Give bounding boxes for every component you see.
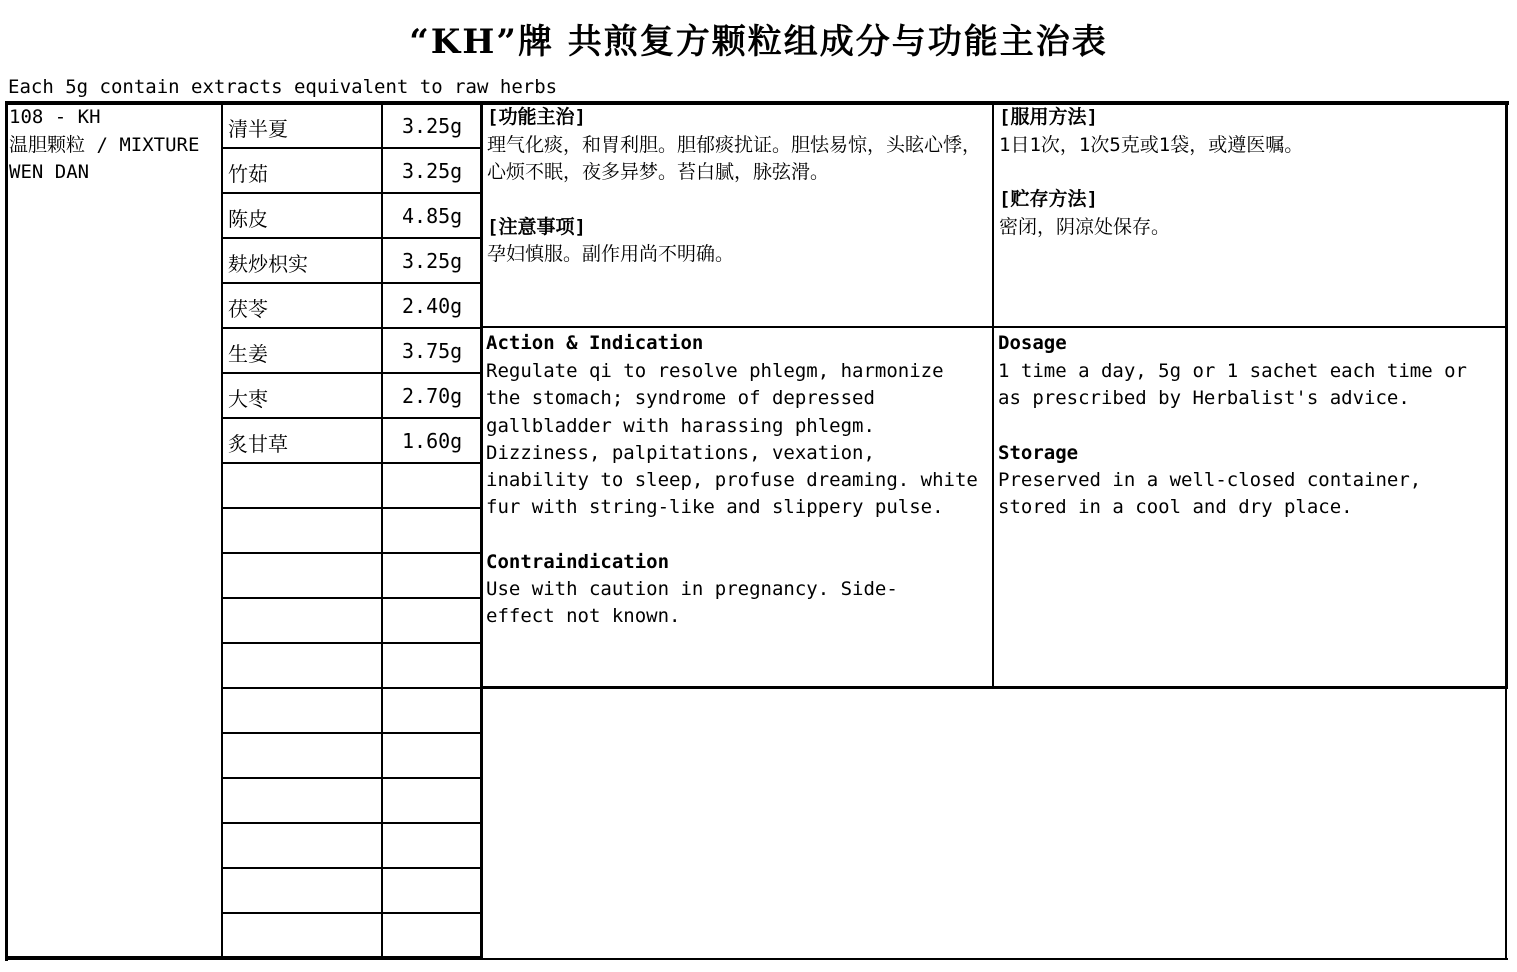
row-line: [222, 867, 482, 869]
en-dosage-text: 1 time a day, 5g or 1 sachet each time or as prescribed by Herbalist's advice.: [998, 360, 1467, 410]
row-line: [222, 552, 482, 554]
ingredient-amount: 2.40g: [402, 294, 463, 318]
row-line: [222, 687, 482, 689]
ingredient-name: 大枣: [228, 387, 268, 411]
ingredient-name: 麸炒枳实: [228, 252, 308, 276]
divider-amount: [381, 101, 383, 959]
row-line: [222, 777, 482, 779]
ingredient-name: 生姜: [228, 342, 268, 366]
ingredient-amount: 4.85g: [402, 204, 463, 228]
ingredient-name: 炙甘草: [228, 432, 288, 456]
product-name: 温胆颗粒 / MIXTURE: [9, 134, 200, 156]
row-line: [222, 282, 482, 284]
page-title: “KH”牌 共煎复方颗粒组成分与功能主治表: [409, 22, 1108, 62]
row-line: [222, 822, 482, 824]
en-contra-heading: Contraindication: [486, 551, 670, 573]
en-storage-text: Preserved in a well-closed container, stored in a cool and dry place.: [998, 469, 1422, 519]
cn-caution-text: 孕妇慎服。副作用尚不明确。: [487, 243, 735, 265]
cn-usage-heading: [服用方法]: [999, 106, 1098, 128]
cn-usage-text: 1日1次，1次5克或1袋，或遵医嘱。: [999, 134, 1304, 156]
row-line: [222, 597, 482, 599]
row-line: [222, 147, 482, 149]
cn-function-heading: [功能主治]: [487, 106, 586, 128]
border-left: [5, 101, 8, 961]
border-bottom: [5, 956, 483, 960]
border-right-lower: [1505, 688, 1507, 959]
cn-storage-text: 密闭，阴凉处保存。: [999, 216, 1171, 238]
ingredient-name: 清半夏: [228, 117, 288, 141]
row-line: [222, 462, 482, 464]
divider-dosage: [992, 101, 994, 689]
en-action-heading: Action & Indication: [486, 332, 704, 354]
en-contra-text: Use with caution in pregnancy. Side-effect not known.: [486, 578, 898, 628]
ingredient-amount: 3.25g: [402, 114, 463, 138]
product-pinyin: WEN DAN: [9, 161, 90, 183]
subtitle: Each 5g contain extracts equivalent to raw herbs: [8, 76, 558, 98]
en-dosage-heading: Dosage: [998, 332, 1067, 354]
cn-function-text: 理气化痰，和胃利胆。胆郁痰扰证。胆怯易惊，头眩心悸，心烦不眠，夜多异梦。苔白腻，脉弦滑。: [487, 134, 982, 184]
ingredient-amount: 3.75g: [402, 339, 463, 363]
ingredient-name: 茯苓: [228, 297, 268, 321]
en-storage-heading: Storage: [998, 442, 1079, 464]
row-line: [222, 372, 482, 374]
row-line: [222, 192, 482, 194]
divider-product: [221, 101, 223, 959]
row-line: [222, 237, 482, 239]
row-line: [222, 327, 482, 329]
cn-storage-heading: [贮存方法]: [999, 188, 1098, 210]
border-right: [1505, 101, 1508, 689]
cn-caution-heading: [注意事项]: [487, 216, 586, 238]
border-bottom-right: [481, 958, 1508, 960]
divider-en-end: [481, 686, 1508, 689]
row-line: [222, 642, 482, 644]
ingredient-amount: 2.70g: [402, 384, 463, 408]
ingredient-name: 竹茹: [228, 162, 268, 186]
row-line: [222, 417, 482, 419]
row-line: [222, 507, 482, 509]
en-action-text: Regulate qi to resolve phlegm, harmonize the stomach; syndrome of depressed gallbladder with harassing phlegm. Dizziness, palpitations, vexation, inability to sleep, profuse dreaming. white fur with string-like and slippery pulse.: [486, 360, 978, 519]
ingredient-amount: 3.25g: [402, 159, 463, 183]
divider-cn-en: [481, 326, 1508, 328]
ingredient-amount: 1.60g: [402, 429, 463, 453]
divider-ingredients: [480, 101, 483, 959]
border-top: [5, 101, 1509, 105]
product-code: 108 - KH: [9, 106, 101, 128]
ingredient-amount: 3.25g: [402, 249, 463, 273]
row-line: [222, 912, 482, 914]
row-line: [222, 732, 482, 734]
ingredient-name: 陈皮: [228, 207, 268, 231]
